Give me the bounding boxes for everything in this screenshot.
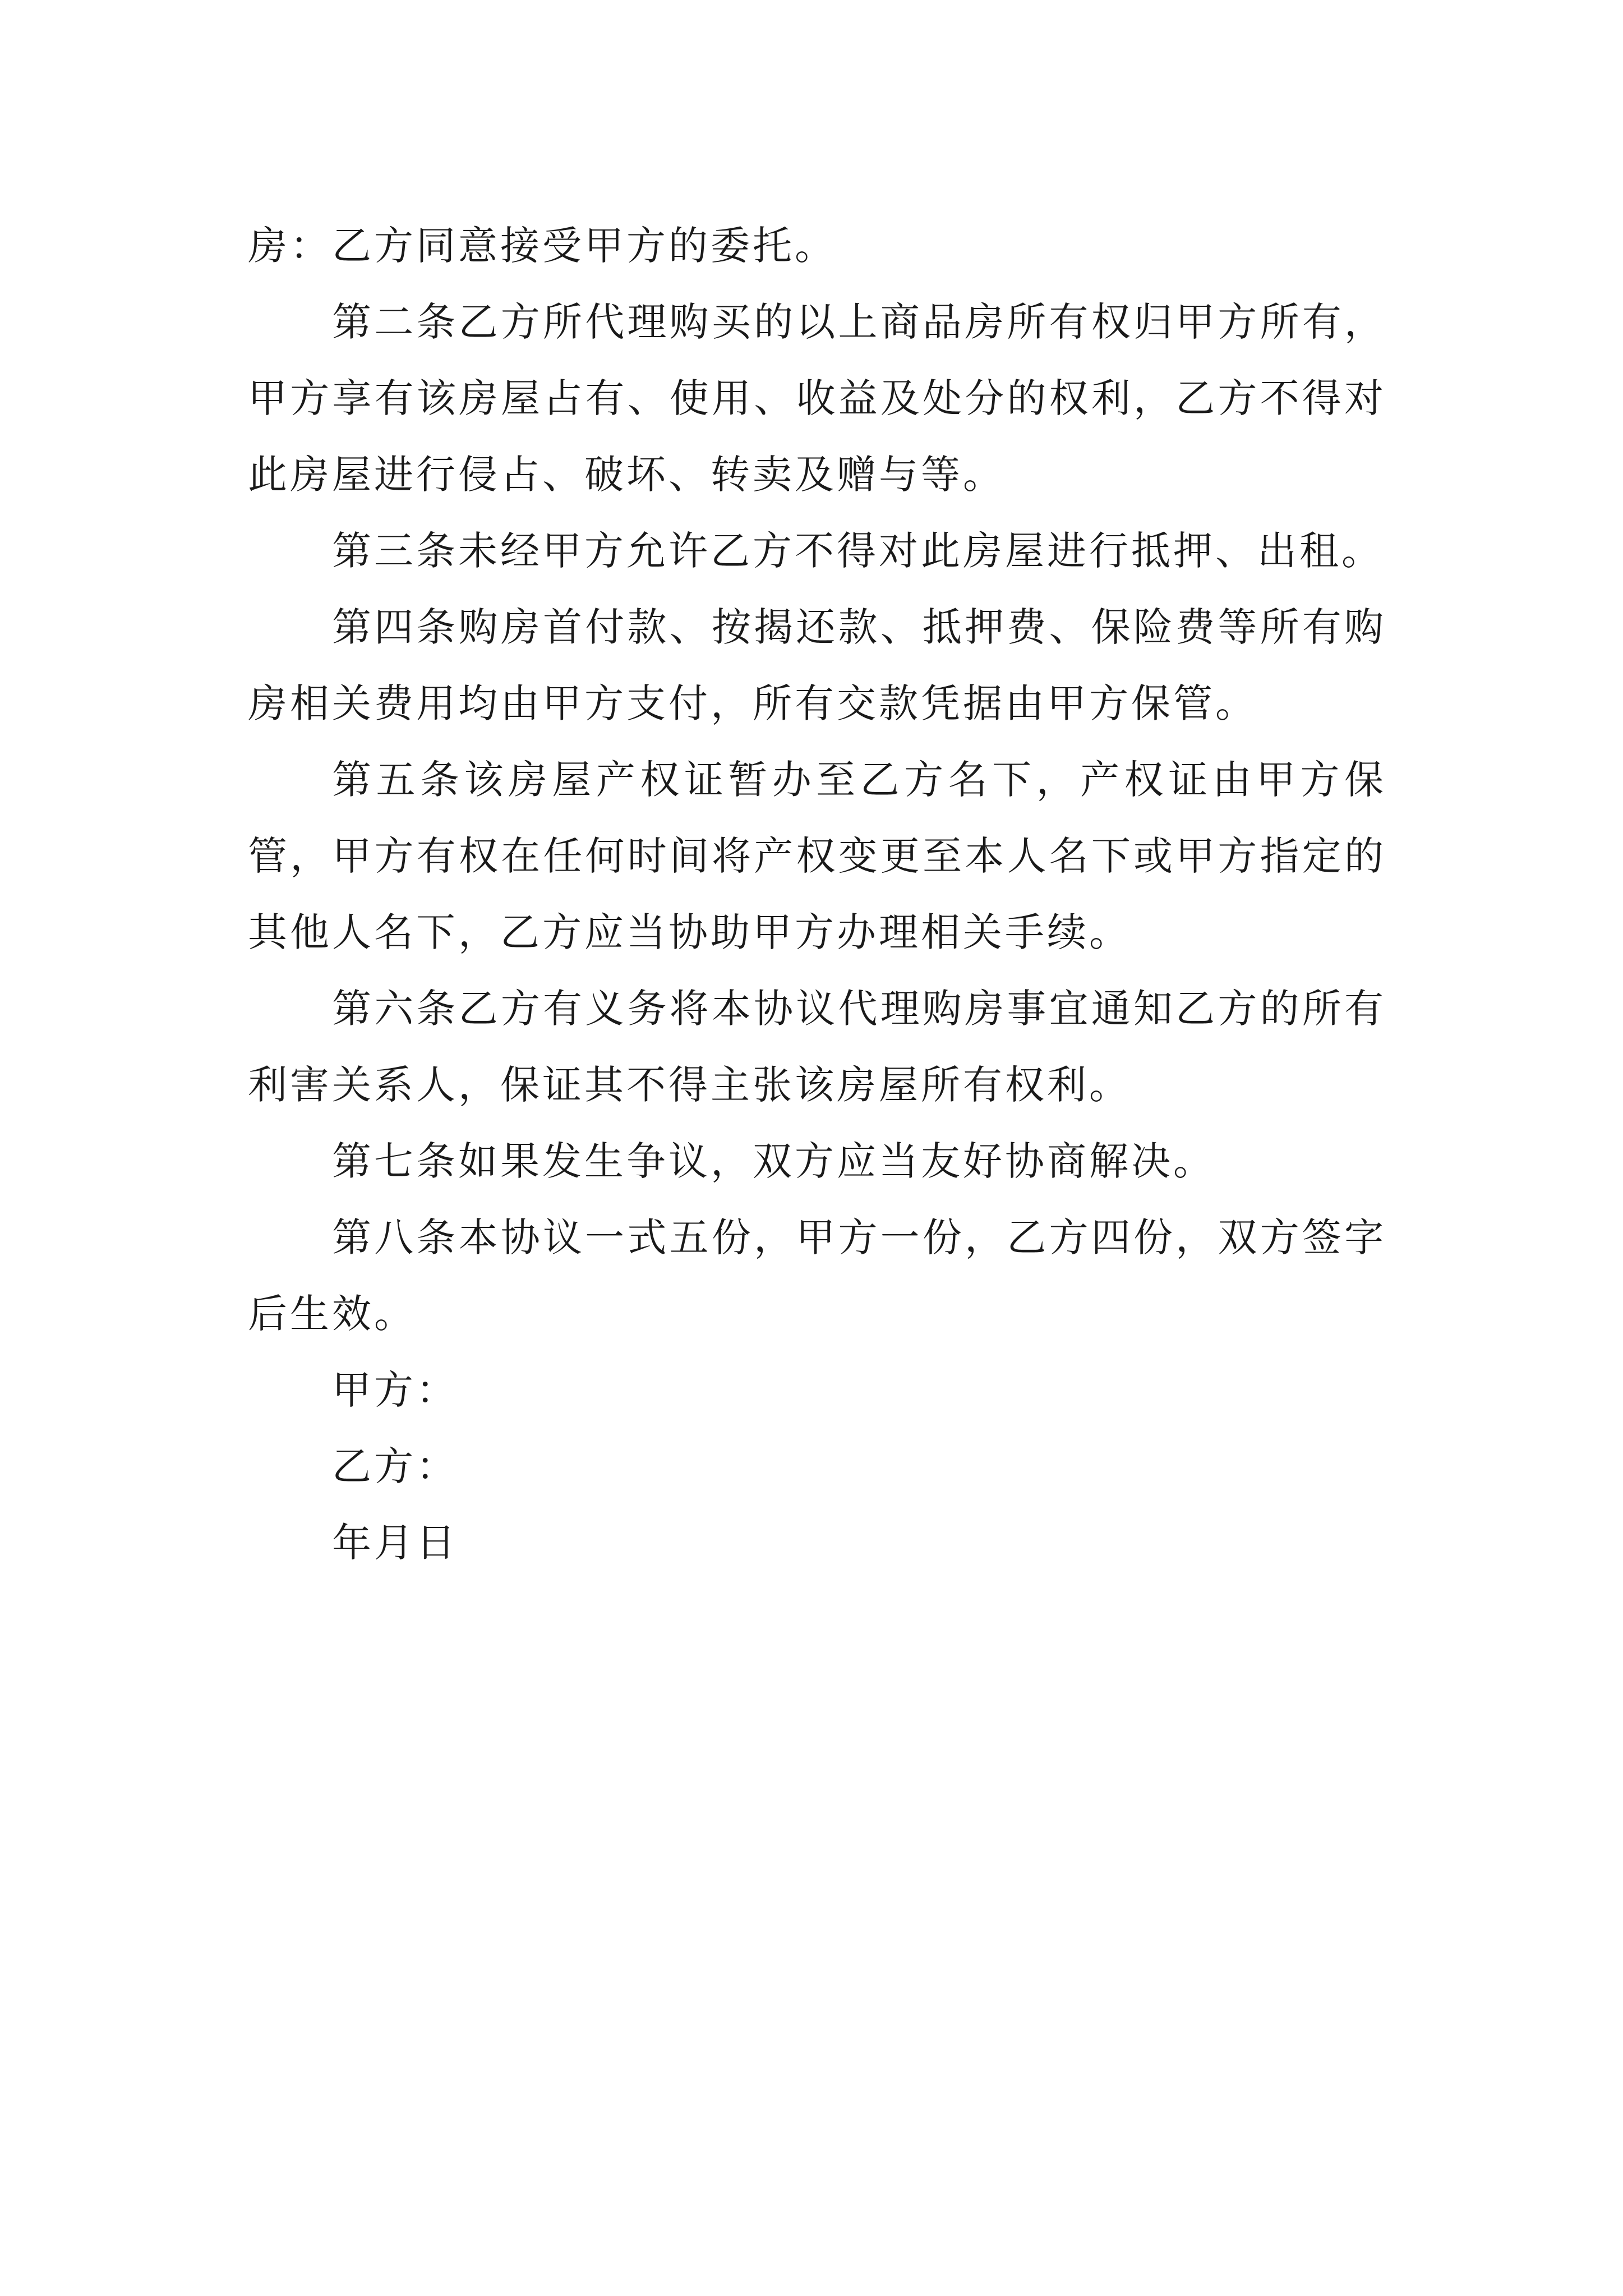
party-b-signature-label: 乙方：	[332, 1443, 458, 1489]
clause-7: 第七条如果发生争议，双方应当友好协商解决。	[332, 1138, 1215, 1184]
paragraph-continuation: 房：乙方同意接受甲方的委托。	[248, 223, 837, 269]
clause-8: 第八条本协议一式五份，甲方一份，乙方四份，双方签字后生效。	[248, 1214, 1386, 1337]
clause-3: 第三条未经甲方允许乙方不得对此房屋进行抵押、出租。	[332, 528, 1384, 574]
document-body	[248, 208, 1386, 1581]
clause-4: 第四条购房首付款、按揭还款、抵押费、保险费等所有购房相关费用均由甲方支付，所有交款凭据由甲方保管。	[248, 604, 1386, 726]
clause-2: 第二条乙方所代理购买的以上商品房所有权归甲方所有，甲方享有该房屋占有、使用、收益及处分的权利，乙方不得对此房屋进行侵占、破坏、转卖及赠与等。	[248, 299, 1386, 498]
clause-5: 第五条该房屋产权证暂办至乙方名下，产权证由甲方保管，甲方有权在任何时间将产权变更至本人名下或甲方指定的其他人名下，乙方应当协助甲方办理相关手续。	[248, 757, 1386, 955]
date-label: 年月日	[332, 1520, 458, 1566]
party-a-signature-label: 甲方：	[332, 1367, 458, 1413]
clause-6: 第六条乙方有义务将本协议代理购房事宜通知乙方的所有利害关系人，保证其不得主张该房屋所有权利。	[248, 986, 1386, 1108]
